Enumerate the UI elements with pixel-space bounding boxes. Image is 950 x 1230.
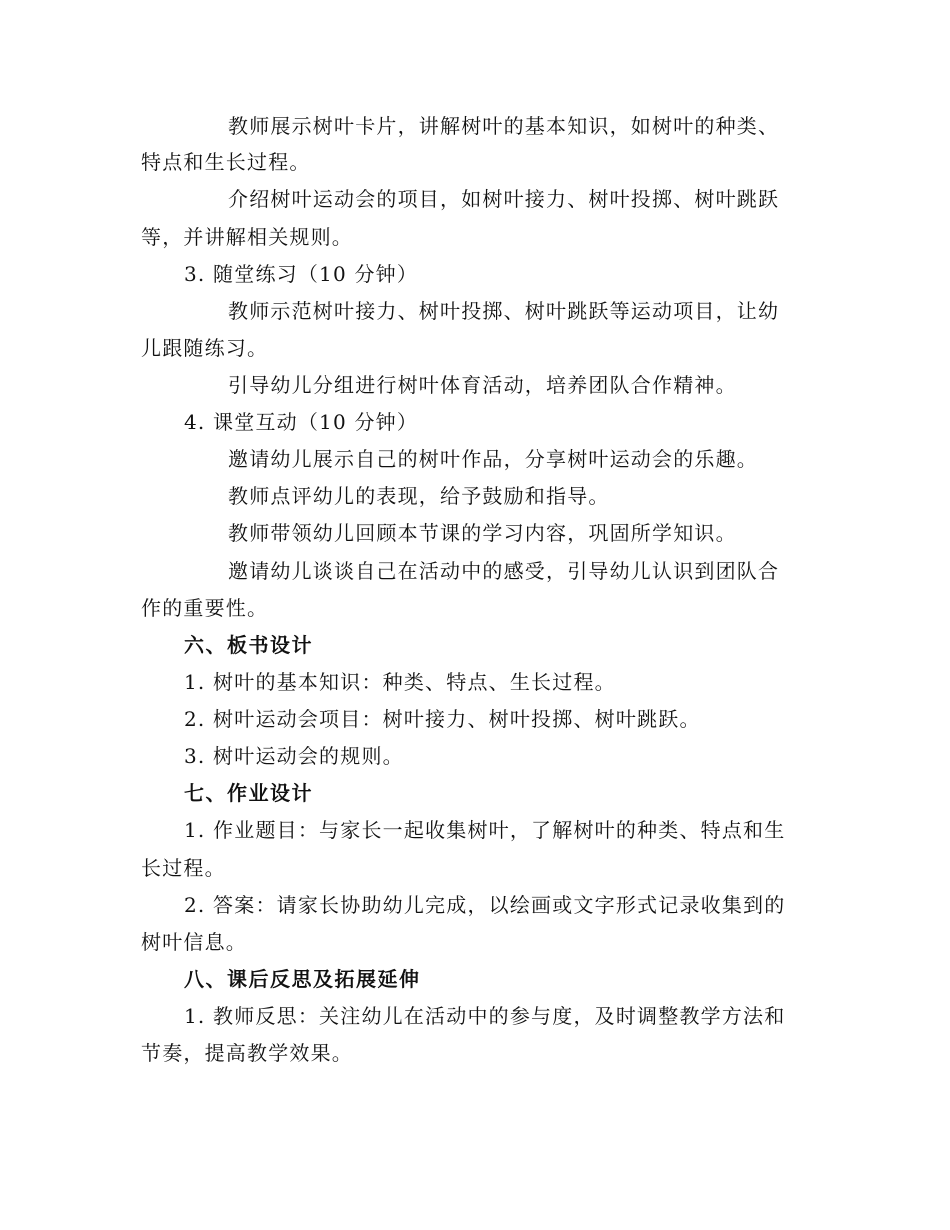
list-item-heading: 3. 随堂练习（10 分钟）: [184, 262, 419, 286]
paragraph-line: 介绍树叶运动会的项目，如树叶接力、树叶投掷、树叶跳跃: [228, 187, 780, 211]
section-heading: 七、作业设计: [184, 781, 313, 805]
paragraph-line: 引导幼儿分组进行树叶体育活动，培养团队合作精神。: [228, 373, 737, 397]
list-item: 2. 树叶运动会项目：树叶接力、树叶投掷、树叶跳跃。: [184, 707, 701, 731]
list-item-heading: 4. 课堂互动（10 分钟）: [184, 410, 419, 434]
paragraph-line: 节奏，提高教学效果。: [141, 1041, 353, 1065]
paragraph-line: 树叶信息。: [141, 930, 247, 954]
paragraph-line: 教师带领幼儿回顾本节课的学习内容，巩固所学知识。: [228, 521, 737, 545]
paragraph-line: 儿跟随练习。: [141, 336, 269, 360]
list-item: 3. 树叶运动会的规则。: [184, 744, 404, 768]
paragraph-line: 长过程。: [141, 856, 226, 880]
list-item: 1. 作业题目：与家长一起收集树叶，了解树叶的种类、特点和生: [184, 818, 786, 842]
list-item: 2. 答案：请家长协助幼儿完成，以绘画或文字形式记录收集到的: [184, 893, 786, 917]
section-heading: 八、课后反思及拓展延伸: [184, 967, 421, 991]
paragraph-line: 教师示范树叶接力、树叶投掷、树叶跳跃等运动项目，让幼: [228, 299, 780, 323]
paragraph-line: 特点和生长过程。: [141, 150, 311, 174]
paragraph-line: 等，并讲解相关规则。: [141, 225, 353, 249]
paragraph-line: 邀请幼儿展示自己的树叶作品，分享树叶运动会的乐趣。: [228, 447, 758, 471]
paragraph-line: 教师展示树叶卡片，讲解树叶的基本知识，如树叶的种类、: [228, 114, 780, 138]
list-item: 1. 教师反思：关注幼儿在活动中的参与度，及时调整教学方法和: [184, 1004, 786, 1028]
paragraph-line: 教师点评幼儿的表现，给予鼓励和指导。: [228, 484, 610, 508]
list-item: 1. 树叶的基本知识：种类、特点、生长过程。: [184, 670, 616, 694]
section-heading: 六、板书设计: [184, 633, 313, 657]
paragraph-line: 作的重要性。: [141, 596, 269, 620]
paragraph-line: 邀请幼儿谈谈自己在活动中的感受，引导幼儿认识到团队合: [228, 559, 780, 583]
